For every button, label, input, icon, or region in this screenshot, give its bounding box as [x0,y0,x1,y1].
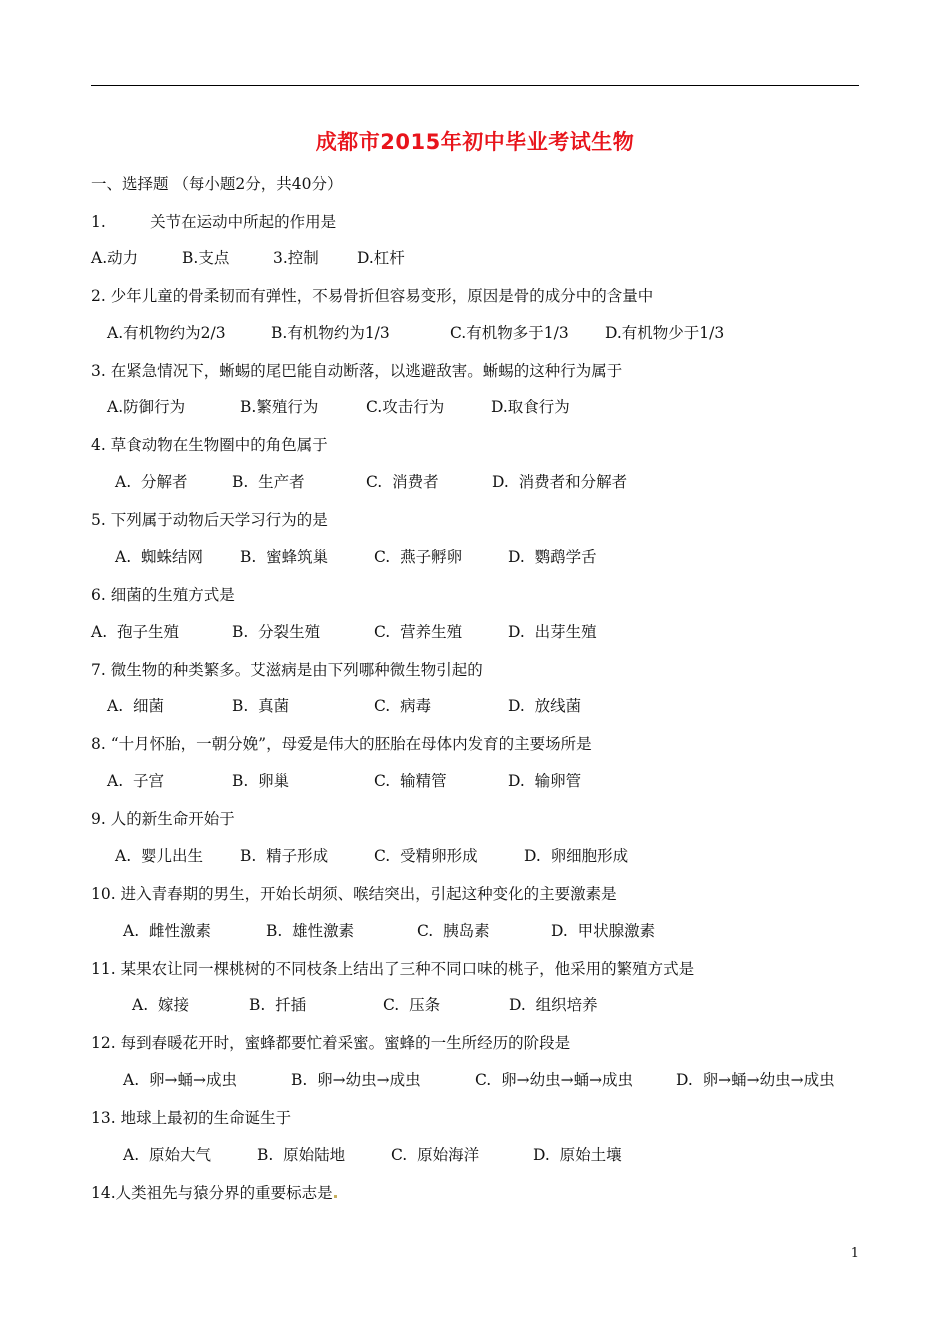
option: D.有机物少于1/3 [605,324,725,342]
question-stem: 4. 草食动物在生物圈中的角色属于 [91,436,328,454]
option: D.杠杆 [357,249,405,267]
option: C. 输精管 [374,772,447,790]
page-number: 1 [850,1246,859,1261]
option: A.动力 [91,249,139,267]
option: B. 分裂生殖 [232,623,321,641]
option: B.有机物约为1/3 [271,324,390,342]
ink-dot [334,1195,337,1198]
option: C. 压条 [383,996,441,1014]
option: A. 卵→蛹→成虫 [123,1071,237,1089]
question-stem: 3. 在紧急情况下，蜥蜴的尾巴能自动断落，以逃避敌害。蜥蜴的这种行为属于 [91,362,623,380]
option: D. 卵细胞形成 [524,847,629,865]
question-stem: 12. 每到春暖花开时，蜜蜂都要忙着采蜜。蜜蜂的一生所经历的阶段是 [91,1034,571,1052]
option: C. 燕子孵卵 [374,548,463,566]
question-stem: 5. 下列属于动物后天学习行为的是 [91,511,328,529]
option: A. 孢子生殖 [91,623,179,641]
option: B. 原始陆地 [257,1146,346,1164]
option: B.繁殖行为 [240,398,319,416]
option: A. 嫁接 [132,996,189,1014]
document-title: 成都市2015年初中毕业考试生物 [315,130,635,154]
question-stem: 8. “十月怀胎，一朝分娩”，母爱是伟大的胚胎在母体内发育的主要场所是 [91,735,592,753]
option: A. 分解者 [115,473,188,491]
option: B. 精子形成 [240,847,329,865]
option: B. 卵→幼虫→成虫 [291,1071,421,1089]
option: A. 子宫 [107,772,164,790]
option: D. 出芽生殖 [508,623,597,641]
option: C.攻击行为 [366,398,445,416]
option: D. 原始土壤 [533,1146,622,1164]
header-rule [91,85,859,86]
option: D. 甲状腺激素 [551,922,656,940]
option: D. 卵→蛹→幼虫→成虫 [676,1071,835,1089]
option: A.有机物约为2/3 [107,324,226,342]
option: D.取食行为 [491,398,570,416]
option: B. 真菌 [232,697,290,715]
option: D. 消费者和分解者 [492,473,628,491]
option: D. 输卵管 [508,772,582,790]
question-stem: 14.人类祖先与猿分界的重要标志是 [91,1184,333,1202]
option: D. 组织培养 [509,996,598,1014]
option: C. 营养生殖 [374,623,463,641]
question-stem: 6. 细菌的生殖方式是 [91,586,235,604]
option: C. 消费者 [366,473,439,491]
option: A. 蜘蛛结网 [115,548,203,566]
question-stem-row [91,1182,337,1204]
option: A. 婴儿出生 [115,847,203,865]
question-stem: 13. 地球上最初的生命诞生于 [91,1109,292,1127]
question-stem: 7. 微生物的种类繁多。艾滋病是由下列哪种微生物引起的 [91,661,483,679]
option: B. 卵巢 [232,772,290,790]
option: B. 生产者 [232,473,305,491]
option: B. 蜜蜂筑巢 [240,548,329,566]
option: D. 放线菌 [508,697,582,715]
option: B.支点 [182,249,230,267]
option: B. 扦插 [249,996,307,1014]
option: A. 原始大气 [123,1146,211,1164]
option: C. 胰岛素 [417,922,490,940]
option: C. 卵→幼虫→蛹→成虫 [475,1071,634,1089]
option: B. 雄性激素 [266,922,355,940]
option: A.防御行为 [107,398,186,416]
option: A. 雌性激素 [123,922,211,940]
option: C. 原始海洋 [391,1146,480,1164]
option: 3.控制 [273,249,319,267]
question-stem: 2. 少年儿童的骨柔韧而有弹性，不易骨折但容易变形，原因是骨的成分中的含量中 [91,287,654,305]
question-stem: 11. 某果农让同一棵桃树的不同枝条上结出了三种不同口味的桃子，他采用的繁殖方式是 [91,960,695,978]
option: D. 鹦鹉学舌 [508,548,597,566]
option: A. 细菌 [107,697,164,715]
question-stem: 10. 进入青春期的男生，开始长胡须、喉结突出，引起这种变化的主要激素是 [91,885,617,903]
option: C. 病毒 [374,697,432,715]
option: C.有机物多于1/3 [450,324,569,342]
question-stem: 1. 关节在运动中所起的作用是 [91,213,337,231]
option: C. 受精卵形成 [374,847,478,865]
question-stem: 9. 人的新生命开始于 [91,810,235,828]
section-heading: 一、选择题 （每小题2分，共40分） [91,175,343,193]
